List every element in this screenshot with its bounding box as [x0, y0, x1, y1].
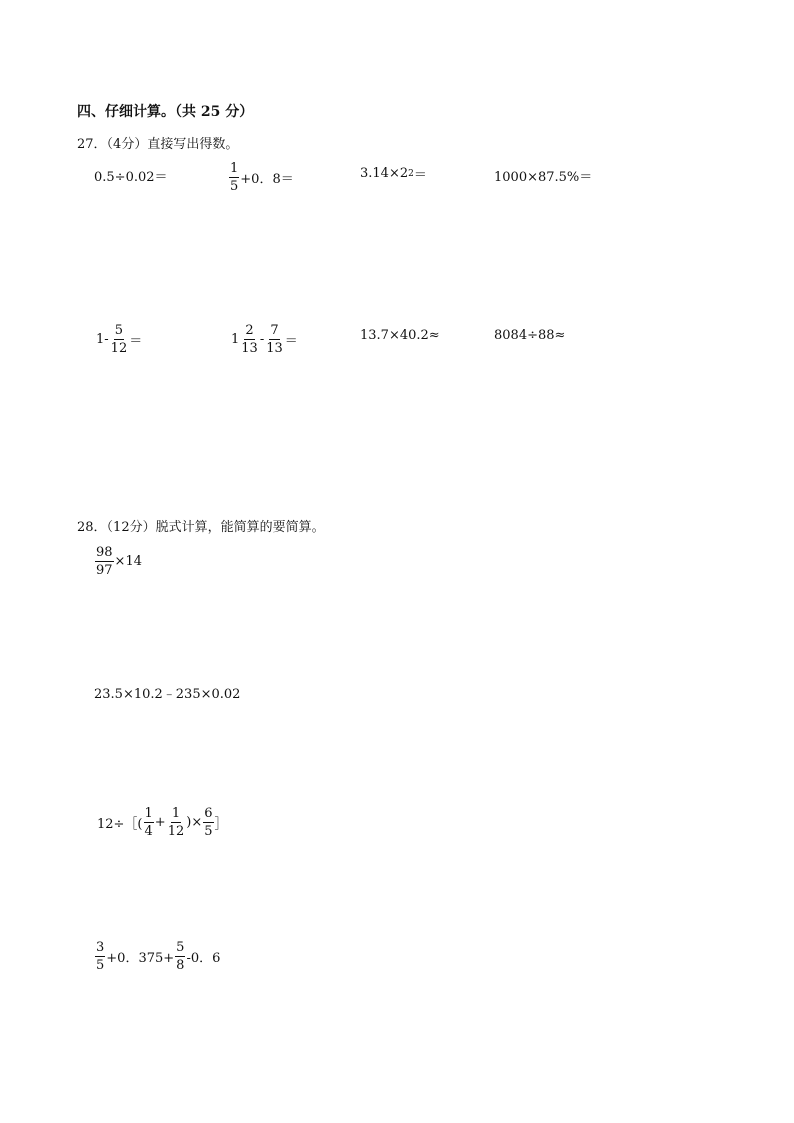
fraction [110, 323, 129, 356]
q27-item-b3: 13.7×40.2≈ [360, 328, 440, 343]
q27-item-b1 [96, 323, 142, 356]
denominator: 5 [204, 824, 213, 839]
expr-close: ］ [214, 817, 228, 832]
numerator: 6 [204, 806, 213, 821]
q28-item-c1 [94, 545, 142, 578]
question-28-label: 28．（12分）脱式计算，能简算的要简算。 [77, 520, 325, 535]
denominator: 12 [110, 341, 128, 356]
question-27-label: 27．（4分）直接写出得数。 [77, 137, 239, 152]
fraction [240, 323, 259, 356]
expr-rest: ＝ [129, 334, 143, 349]
numerator: 2 [245, 323, 254, 338]
numerator: 1 [171, 806, 181, 821]
expr-rest: -0．6 [186, 951, 221, 966]
expr-lead: 1 [231, 332, 240, 347]
expr-rest: ×14 [114, 554, 142, 569]
fraction [175, 940, 185, 973]
section-title: 四、仔细计算。（共 25 分） [77, 104, 254, 120]
numerator: 5 [114, 323, 124, 338]
fraction [144, 806, 154, 839]
numerator: 3 [96, 940, 105, 955]
expr-rest: ＝ [284, 334, 298, 349]
expr-after: )× [186, 815, 203, 830]
numerator: 98 [96, 545, 113, 560]
q28-item-c3 [97, 806, 228, 839]
denominator: 5 [230, 179, 239, 194]
q27-item-a4: 1000×87.5%＝ [494, 170, 593, 185]
denominator: 97 [96, 563, 113, 578]
q27-item-b4: 8084÷88≈ [494, 328, 566, 343]
q27-item-b2 [231, 323, 298, 356]
q28-item-c4 [94, 940, 220, 973]
q27-item-a2 [228, 161, 294, 194]
fraction [167, 806, 186, 839]
fraction [203, 806, 213, 839]
fraction [95, 545, 114, 578]
expr-rest: ＝ [413, 168, 427, 183]
denominator: 13 [241, 341, 258, 356]
denominator: 8 [176, 958, 185, 973]
fraction [265, 323, 284, 356]
numerator: 7 [270, 323, 279, 338]
denominator: 4 [144, 824, 153, 839]
numerator: 1 [144, 806, 153, 821]
numerator: 5 [176, 940, 185, 955]
expr-rest: +0．8＝ [240, 172, 294, 187]
expr-mid: - [259, 332, 265, 347]
expr-mid: + [154, 815, 166, 830]
q27-item-a1: 0.5÷0.02＝ [94, 170, 168, 185]
q27-item-a3 [360, 164, 427, 183]
expr-lead: 12÷［( [97, 817, 143, 832]
q28-item-c2: 23.5×10.2﹣235×0.02 [94, 687, 241, 702]
exponent: 2 [408, 168, 414, 179]
expr-lead: 1- [96, 332, 109, 347]
expr-mid: +0．375+ [106, 951, 175, 966]
denominator: 13 [266, 341, 283, 356]
denominator: 5 [96, 958, 105, 973]
fraction [229, 161, 239, 194]
fraction [95, 940, 105, 973]
numerator: 1 [230, 161, 239, 176]
denominator: 12 [167, 824, 185, 839]
expr-base: 3.14×2 [360, 166, 409, 181]
